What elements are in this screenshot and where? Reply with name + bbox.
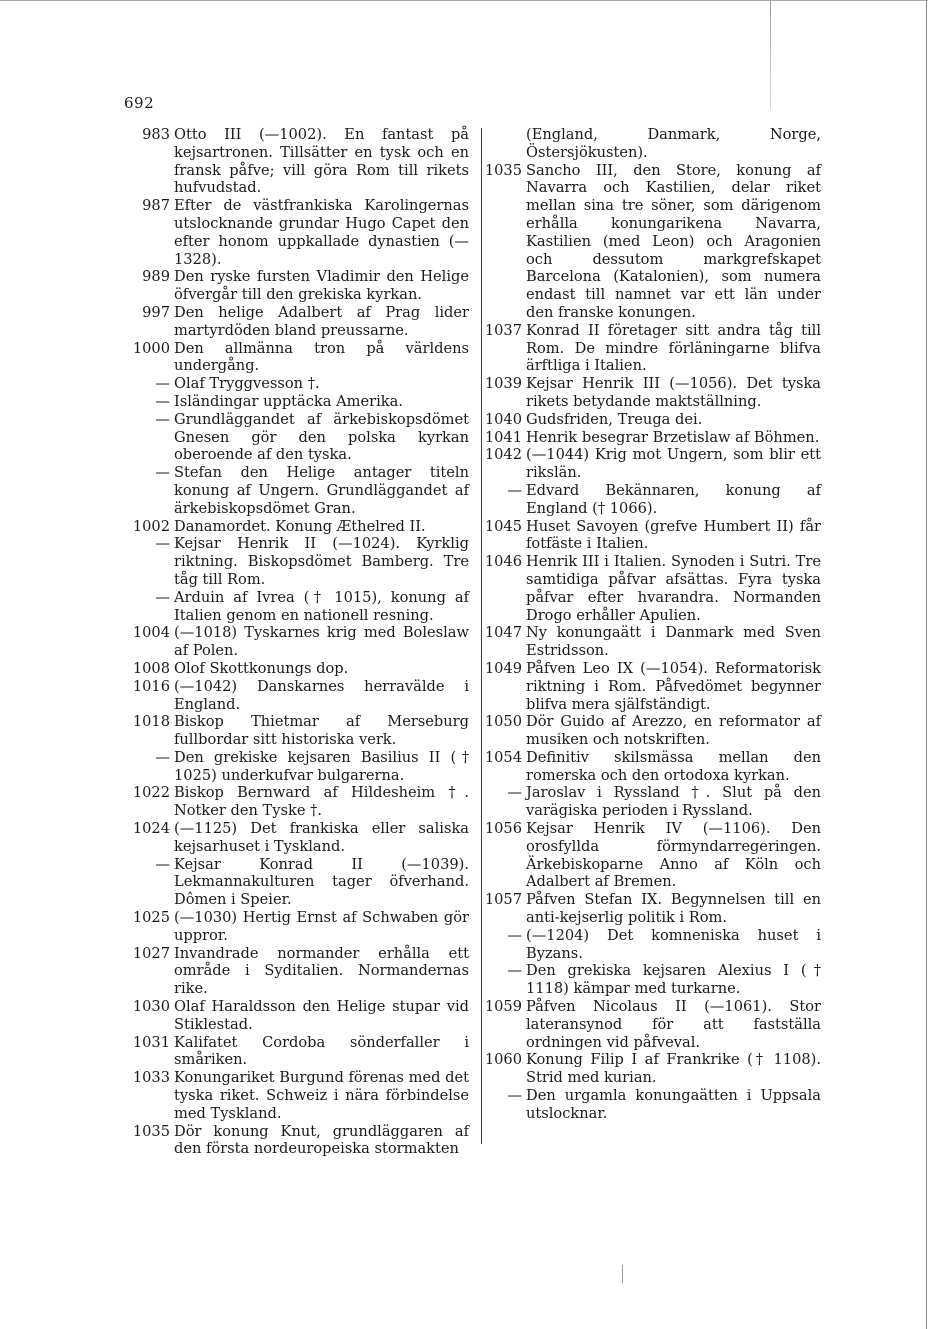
entry-text: Olaf Haraldsson den Helige stupar vid Stiklestad. — [174, 998, 469, 1033]
entry-text: Den allmänna tron på världens undergång. — [174, 339, 469, 375]
scan-mark — [770, 0, 771, 110]
entry-year: — — [155, 748, 170, 766]
entry-year: 989 — [142, 268, 170, 286]
entry-year: — — [507, 784, 522, 802]
entry-year: — — [155, 535, 170, 553]
chronology-entry — [476, 411, 821, 429]
scan-edge-right — [926, 0, 927, 1329]
chronology-entry — [124, 1069, 469, 1122]
scan-mark-bottom — [622, 1265, 623, 1283]
chronology-entry — [124, 624, 469, 660]
entry-text: Danamordet. Konung Æthelred II. — [174, 517, 426, 535]
chronology-entry — [476, 446, 821, 482]
entry-text: Jaroslav i Ryssland †. Slut på den varägiska perioden i Ryssland. — [526, 784, 821, 820]
chronology-entry — [124, 945, 469, 998]
entry-text: Den grekiska kejsaren Alexius I († 1118) kämpar med turkarne. — [526, 962, 821, 998]
chronology-entry — [124, 197, 469, 268]
entry-text: Edvard Bekännaren, konung af England († 1066). — [526, 481, 821, 517]
left-column — [124, 126, 469, 1158]
chronology-entry — [124, 1034, 469, 1070]
entry-text: Sancho III, den Store, konung af Navarra och Kastilien, delar riket mellan sina tre söner, som därigenom erhålla konungarikena Navarra, Kastilien (med Leon) och Aragonien och dessutom markgrefskapet Barcelona (Katalonien), som numera endast till namnet var ett län under den franske konungen. — [526, 161, 821, 321]
right-column — [476, 126, 821, 1123]
chronology-entry — [476, 891, 821, 927]
entry-text: (—1204) Det komneniska huset i Byzans. — [526, 926, 821, 962]
entry-text: Ny konungaätt i Danmark med Sven Estridsson. — [526, 624, 821, 660]
entry-year: 1050 — [484, 713, 522, 731]
chronology-entry — [124, 464, 469, 517]
entry-year: 1022 — [132, 784, 170, 802]
chronology-entry — [124, 998, 469, 1034]
chronology-entry — [124, 304, 469, 340]
entry-text: Den ryske fursten Vladimir den Helige öfvergår till den grekiska kyrkan. — [174, 268, 469, 304]
entry-year: 1039 — [484, 375, 522, 393]
entry-text: (—1030) Hertig Ernst af Schwaben gör uppror. — [174, 909, 469, 944]
chronology-entry — [476, 624, 821, 660]
scan-edge-top — [0, 0, 928, 1]
chronology-entry — [124, 411, 469, 464]
entry-text: Kalifatet Cordoba sönderfaller i småriken. — [174, 1033, 469, 1069]
entry-text: Konrad II företager sitt andra tåg till Rom. De mindre förläningarne blifva ärftliga i Italien. — [526, 321, 821, 375]
chronology-entry — [124, 375, 469, 393]
chronology-entry — [476, 518, 821, 554]
chronology-entry — [476, 713, 821, 749]
entry-year: 1037 — [484, 321, 522, 339]
continuation-text: (England, Danmark, Norge, Östersjökusten). — [526, 126, 821, 161]
chronology-entry — [124, 660, 469, 678]
entry-year: 1045 — [484, 517, 522, 535]
chronology-entry — [476, 553, 821, 624]
entry-text: (—1042) Danskarnes herravälde i England. — [174, 677, 469, 713]
entry-year: — — [155, 464, 170, 482]
chronology-entry — [476, 322, 821, 375]
entry-year: 1002 — [132, 517, 170, 535]
entry-text: Olaf Tryggvesson †. — [174, 375, 320, 393]
entry-year: 1031 — [132, 1033, 170, 1051]
entry-text: (—1018) Tyskarnes krig med Boleslaw af Polen. — [174, 624, 469, 660]
entry-year: 997 — [142, 303, 170, 321]
entry-year: 983 — [142, 126, 170, 143]
entry-year: — — [155, 410, 170, 428]
entry-year: 1027 — [132, 944, 170, 962]
chronology-entry — [124, 589, 469, 625]
entry-text: Påfven Leo IX (—1054). Reformatorisk riktning i Rom. Påfvedömet begynner blifva mera själfständigt. — [526, 659, 821, 713]
chronology-entry — [476, 784, 821, 820]
chronology-entry — [124, 749, 469, 785]
chronology-entry — [476, 1051, 821, 1087]
entry-text: Kejsar Konrad II (—1039). Lekmannakulturen tager öfverhand. Dômen i Speier. — [174, 855, 469, 909]
entry-year: 1008 — [132, 659, 170, 677]
entry-text: Huset Savoyen (grefve Humbert II) får fotfäste i Italien. — [526, 517, 821, 553]
chronology-entry — [476, 962, 821, 998]
entry-year: 1041 — [484, 428, 522, 446]
entry-year: 1046 — [484, 553, 522, 571]
entry-year: 1057 — [484, 891, 522, 909]
entry-text: Kejsar Henrik III (—1056). Det tyska rikets betydande maktställning. — [526, 375, 821, 410]
entry-text: Den urgamla konungaätten i Uppsala utslocknar. — [526, 1087, 821, 1122]
chronology-entry — [124, 518, 469, 536]
chronology-entry — [124, 784, 469, 820]
entry-text: Gudsfriden, Treuga dei. — [526, 410, 703, 428]
entry-year: 1033 — [132, 1069, 170, 1087]
entry-year: — — [155, 392, 170, 410]
entry-text: Påfven Nicolaus II (—1061). Stor lateransynod för att fastställa ordningen vid påfveval. — [526, 998, 821, 1051]
entry-text: (—1125) Det frankiska eller saliska kejsarhuset i Tyskland. — [174, 820, 469, 855]
entry-year: 1030 — [132, 998, 170, 1016]
entry-year: 1024 — [132, 820, 170, 838]
chronology-entry — [476, 820, 821, 891]
entry-year: — — [155, 588, 170, 606]
entry-year: 1047 — [484, 624, 522, 642]
entry-text: Konung Filip I af Frankrike († 1108). Strid med kurian. — [526, 1051, 821, 1087]
entry-year: — — [507, 926, 522, 944]
entry-year: — — [507, 962, 522, 980]
entry-text: Henrik besegrar Brzetislaw af Böhmen. — [526, 428, 820, 446]
entry-text: Olof Skottkonungs dop. — [174, 659, 349, 677]
chronology-entry — [476, 749, 821, 785]
chronology-entry — [476, 927, 821, 963]
entry-text: (—1044) Krig mot Ungern, som blir ett rikslän. — [526, 446, 821, 482]
entry-text: Arduin af Ivrea († 1015), konung af Italien genom en nationell resning. — [174, 588, 469, 624]
entry-text: Biskop Bernward af Hildesheim †. Notker den Tyske †. — [174, 784, 469, 820]
chronology-entry — [124, 393, 469, 411]
entry-year: 1035 — [484, 161, 522, 179]
entry-year: 1049 — [484, 659, 522, 677]
entry-text: Kejsar Henrik II (—1024). Kyrklig riktning. Biskopsdömet Bamberg. Tre tåg till Rom. — [174, 535, 469, 588]
chronology-entry — [124, 678, 469, 714]
entry-text: Definitiv skilsmässa mellan den romerska och den ortodoxa kyrkan. — [526, 748, 821, 784]
chronology-entry — [476, 998, 821, 1051]
entry-text: Isländingar upptäcka Amerika. — [174, 392, 403, 410]
entry-year: 1054 — [484, 748, 522, 766]
chronology-entry — [476, 162, 821, 322]
entry-year: 1016 — [132, 677, 170, 695]
chronology-entry — [124, 535, 469, 588]
entry-year: — — [507, 481, 522, 499]
entry-year: 1000 — [132, 339, 170, 357]
entry-text: Grundläggandet af ärkebiskopsdömet Gnesen gör den polska kyrkan oberoende af den tyska. — [174, 410, 469, 464]
entry-text: Påfven Stefan IX. Begynnelsen till en anti-kejserlig politik i Rom. — [526, 891, 821, 927]
entry-text: Stefan den Helige antager titeln konung af Ungern. Grundläggandet af ärkebiskopsdömet Gran. — [174, 464, 469, 517]
entry-year: — — [155, 855, 170, 873]
entry-year: 1056 — [484, 820, 522, 838]
entry-text: Den helige Adalbert af Prag lider martyrdöden bland preussarne. — [174, 303, 469, 339]
entry-year: 1060 — [484, 1051, 522, 1069]
chronology-entry — [124, 909, 469, 945]
entry-year: 1040 — [484, 410, 522, 428]
entry-text: Biskop Thietmar af Merseburg fullbordar sitt historiska verk. — [174, 713, 469, 749]
chronology-entry — [476, 375, 821, 411]
entry-text: Konungariket Burgund förenas med det tyska riket. Schweiz i nära förbindelse med Tyskland. — [174, 1069, 469, 1122]
chronology-entry — [124, 340, 469, 376]
chronology-entry — [476, 482, 821, 518]
chronology-entry — [476, 1087, 821, 1123]
entry-text: Otto III (—1002). En fantast på kejsartronen. Tillsätter en tysk och en fransk påfve; vill göra Rom till rikets hufvudstad. — [174, 126, 469, 197]
entry-text: Henrik III i Italien. Synoden i Sutri. Tre samtidiga påfvar afsättas. Fyra tyska påfvar efter hvarandra. Normanden Drogo erhåller Apulien. — [526, 553, 821, 624]
chronology-entry — [124, 820, 469, 856]
chronology-entry — [124, 268, 469, 304]
chronology-entry — [124, 126, 469, 197]
entry-year: 1025 — [132, 909, 170, 927]
chronology-entry — [124, 713, 469, 749]
entry-text: Efter de västfrankiska Karolingernas utslocknande grundar Hugo Capet den efter honom uppkallade dynastien (—1328). — [174, 197, 469, 268]
entry-text: Invandrade normander erhålla ett område i Syditalien. Normandernas rike. — [174, 944, 469, 998]
entry-year: 1018 — [132, 713, 170, 731]
chronology-entry — [476, 660, 821, 713]
chronology-entry — [124, 1123, 469, 1159]
entry-year: — — [155, 375, 170, 393]
entry-text: Den grekiske kejsaren Basilius II († 1025) underkufvar bulgarerna. — [174, 748, 469, 784]
entry-year: 1042 — [484, 446, 522, 464]
entry-year: — — [507, 1087, 522, 1105]
entry-year: 1004 — [132, 624, 170, 642]
chronology-entry — [124, 856, 469, 909]
entry-text: Kejsar Henrik IV (—1106). Den orosfyllda förmyndarregeringen. Ärkebiskoparne Anno af Köln och Adalbert af Bremen. — [526, 820, 821, 891]
page-number: 692 — [124, 94, 155, 112]
entry-text: Dör Guido af Arezzo, en reformator af musiken och notskriften. — [526, 713, 821, 749]
entry-year: 987 — [142, 197, 170, 215]
entry-year: 1035 — [132, 1122, 170, 1140]
entry-text: Dör konung Knut, grundläggaren af den första nordeuropeiska stormakten — [174, 1122, 469, 1158]
entry-year: 1059 — [484, 998, 522, 1016]
chronology-entry — [476, 429, 821, 447]
